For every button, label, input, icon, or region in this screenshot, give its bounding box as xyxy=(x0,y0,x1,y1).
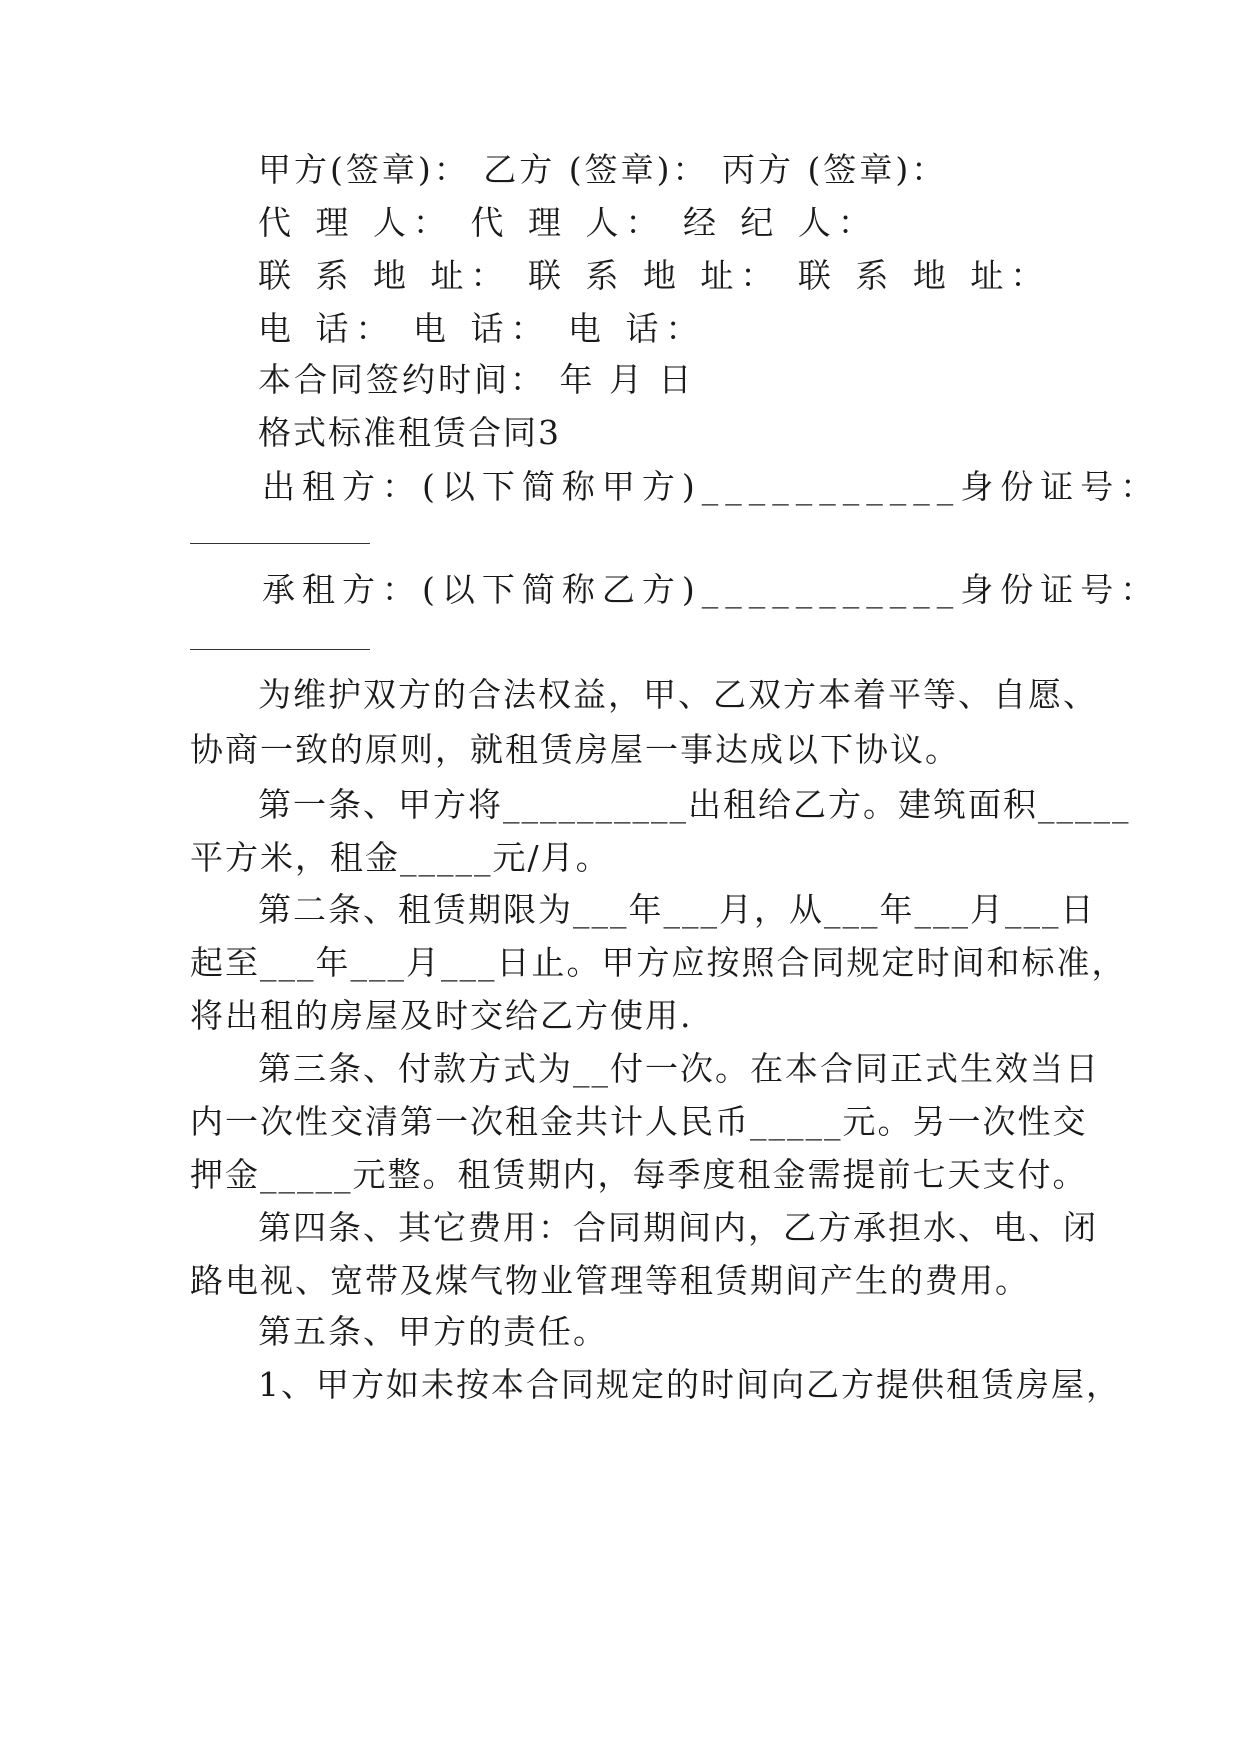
article-3-line-2: 内一次性交清第一次租金共计人民币_____元。另一次性交 xyxy=(190,1102,1088,1141)
article-1-line-2: 平方米，租金_____元/月。 xyxy=(190,838,611,877)
signature-address-line: 联 系 地 址： 联 系 地 址： 联 系 地 址： xyxy=(258,256,1051,295)
intro-paragraph-line-2: 协商一致的原则，就租赁房屋一事达成以下协议。 xyxy=(190,730,960,769)
lessee-line: 承租方：(以下简称乙方)___________身份证号： xyxy=(262,570,1161,609)
article-2-line-2: 起至___年___月___日止。甲方应按照合同规定时间和标准， xyxy=(190,943,1127,982)
article-5-heading: 第五条、甲方的责任。 xyxy=(258,1312,608,1351)
article-4-line-1: 第四条、其它费用：合同期间内，乙方承担水、电、闭 xyxy=(258,1208,1098,1247)
intro-paragraph-line-1: 为维护双方的合法权益，甲、乙双方本着平等、自愿、 xyxy=(258,675,1098,714)
signature-date-line: 本合同签约时间： 年 月 日 xyxy=(258,360,695,399)
signature-phone-line: 电 话： 电 话： 电 话： xyxy=(258,309,706,348)
article-4-line-2: 路电视、宽带及煤气物业管理等租赁期间产生的费用。 xyxy=(190,1261,1030,1300)
lessor-line: 出租方：(以下简称甲方)___________身份证号： xyxy=(262,467,1161,506)
article-3-line-3: 押金_____元整。租赁期内，每季度租金需提前七天支付。 xyxy=(190,1155,1088,1194)
article-2-line-1: 第二条、租赁期限为___年___月，从___年___月___日 xyxy=(258,890,1096,929)
lessee-id-blank xyxy=(190,649,370,650)
article-5-item-1: 1、甲方如未按本合同规定的时间向乙方提供租赁房屋， xyxy=(258,1365,1121,1404)
article-2-line-3: 将出租的房屋及时交给乙方使用. xyxy=(190,996,693,1035)
article-1-line-1: 第一条、甲方将__________出租给乙方。建筑面积_____ xyxy=(258,785,1131,824)
lessor-id-blank xyxy=(190,543,370,544)
signature-agents-line: 代 理 人： 代 理 人： 经 纪 人： xyxy=(258,203,878,242)
signature-parties-line: 甲方(签章)： 乙方 (签章)： 丙方 (签章)： xyxy=(258,150,948,189)
contract-title: 格式标准租赁合同3 xyxy=(258,413,561,452)
article-3-line-1: 第三条、付款方式为__付一次。在本合同正式生效当日 xyxy=(258,1049,1100,1088)
